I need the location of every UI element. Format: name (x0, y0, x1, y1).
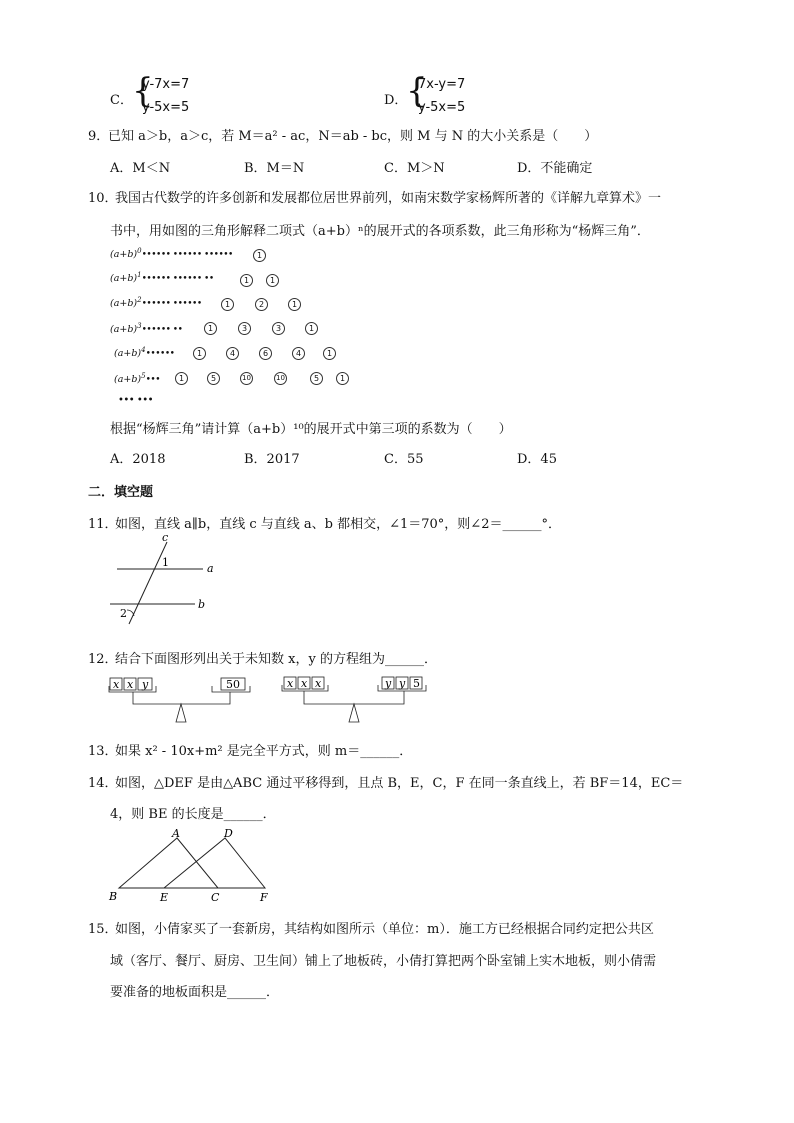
q8-option-c-brace: { (132, 71, 154, 111)
label-B: B (109, 890, 118, 903)
q10-option-d: D．45 (517, 452, 557, 467)
triangle-row-5-label: $(a+b)^5•••$ (114, 372, 161, 386)
coeff-circle: 1 (221, 298, 234, 311)
q12-stem: 结合下面图形列出关于未知数 x，y 的方程组为______． (115, 652, 437, 667)
coeff-circle: 1 (266, 274, 279, 287)
balance-right-box: 5 (413, 677, 420, 690)
coeff-circle: 1 (323, 347, 336, 360)
balance-right-box: x (301, 677, 308, 690)
balance-right-box: x (287, 677, 294, 690)
coeff-circle: 1 (288, 298, 301, 311)
q10-option-c: C．55 (384, 452, 424, 467)
coeff-circle: 2 (255, 298, 268, 311)
coeff-circle: 5 (310, 372, 323, 385)
q10-option-a: A．2018 (110, 452, 166, 467)
q12-balance-figure (108, 676, 438, 726)
q9-option-a: A．M＜N (110, 161, 171, 176)
q15-stem-line3: 要准备的地板面积是______． (110, 985, 280, 1000)
coeff-circle: 6 (259, 347, 272, 360)
coeff-circle: 3 (238, 322, 251, 335)
coeff-circle: 10 (274, 372, 287, 385)
q13-number: 13． (88, 744, 118, 759)
label-a: a (207, 562, 214, 575)
label-c: c (162, 531, 169, 544)
coeff-circle: 1 (240, 274, 253, 287)
balance-left-box: y (142, 678, 149, 691)
label-D: D (224, 827, 233, 840)
q10-stem-line2: 书中，用如图的三角形解释二项式（a+b）ⁿ的展开式的各项系数，此三角形称为“杨辉三角”． (110, 224, 650, 239)
triangle-more-dots: ••• ••• (118, 395, 154, 406)
q14-triangles-figure (105, 828, 275, 908)
q8-option-d-label: D． (384, 93, 408, 108)
triangle-row-0-label: $(a+b)^0••••••$ •••••• •••••• (110, 247, 233, 261)
triangle-row-4-label: $(a+b)^4••••••$ (114, 346, 175, 360)
coeff-circle: 1 (204, 322, 217, 335)
triangle-row-2-label: $(a+b)^2••••••$ •••••• (110, 296, 202, 310)
label-E: E (160, 891, 169, 904)
q9-stem: 已知 a＞b，a＞c，若 M＝a² - ac，N＝ab - bc，则 M 与 N 的大小关系是（ ） (108, 129, 598, 144)
balance-right-box: y (385, 677, 392, 690)
label-angle-1: 1 (162, 556, 169, 569)
q8-option-c-label: C． (110, 93, 133, 108)
coeff-circle: 3 (272, 322, 285, 335)
q8-option-d-eq1: 7x-y=7 (418, 77, 466, 92)
q15-stem-line2: 域（客厅、餐厅、厨房、卫生间）铺上了地板砖，小倩打算把两个卧室铺上实木地板，则小倩需 (110, 954, 657, 969)
q11-number: 11． (88, 517, 118, 532)
coeff-circle: 10 (240, 372, 253, 385)
coeff-circle: 1 (175, 372, 188, 385)
q9-option-d: D．不能确定 (517, 161, 593, 176)
triangle-row-1-label: $(a+b)^1••••••$ •••••• •• (110, 271, 214, 285)
label-angle-2: 2 (120, 607, 127, 620)
section-heading: 二．填空题 (88, 485, 154, 500)
coeff-circle: 1 (305, 322, 318, 335)
q11-figure (105, 532, 225, 622)
q9-option-c: C．M＞N (384, 161, 445, 176)
triangle-row-3-label: $(a+b)^3••••••$ •• (110, 322, 183, 336)
balance-right-box: y (399, 677, 406, 690)
q12-number: 12． (88, 652, 118, 667)
balance-left-box: x (127, 678, 134, 691)
balance-left-box: x (113, 678, 120, 691)
q15-stem-line1: 如图，小倩家买了一套新房，其结构如图所示（单位：m）．施工方已经根据合同约定把公共区 (115, 922, 654, 937)
coeff-circle: 4 (292, 347, 305, 360)
q10-number: 10． (88, 191, 118, 206)
q11-stem: 如图，直线 a∥b，直线 c 与直线 a、b 都相交，∠1＝70°，则∠2＝______°． (115, 517, 561, 532)
coeff-circle: 1 (336, 372, 349, 385)
label-b: b (198, 598, 206, 611)
q10-option-b: B．2017 (244, 452, 300, 467)
balance-left-weight: 50 (226, 678, 240, 691)
q8-option-c-eq2: y-5x=5 (142, 100, 190, 115)
q9-option-b: B．M＝N (244, 161, 305, 176)
q14-number: 14． (88, 776, 118, 791)
q8-option-d-brace: { (406, 71, 428, 111)
q8-option-c-eq1: y-7x=7 (142, 77, 190, 92)
coeff-circle: 1 (193, 347, 206, 360)
q14-stem-line1: 如图，△DEF 是由△ABC 通过平移得到，且点 B，E，C，F 在同一条直线上，若 BF＝14，EC＝ (115, 776, 684, 791)
label-C: C (211, 891, 220, 904)
label-F: F (260, 891, 268, 904)
q13-stem: 如果 x² - 10x+m² 是完全平方式，则 m＝______． (115, 744, 413, 759)
q15-number: 15． (88, 922, 118, 937)
balance-right-box: x (315, 677, 322, 690)
coeff-circle: 4 (226, 347, 239, 360)
q14-stem-line2: 4，则 BE 的长度是______． (110, 807, 276, 822)
coeff-circle: 5 (207, 372, 220, 385)
q10-question: 根据“杨辉三角”请计算（a+b）¹⁰的展开式中第三项的系数为（ ） (110, 422, 512, 437)
q10-stem-line1: 我国古代数学的许多创新和发展都位居世界前列，如南宋数学家杨辉所著的《详解九章算术》一 (115, 191, 662, 206)
label-A: A (172, 827, 180, 840)
coeff-circle: 1 (253, 249, 266, 262)
q9-number: 9． (88, 129, 110, 144)
q8-option-d-eq2: y-5x=5 (418, 100, 466, 115)
